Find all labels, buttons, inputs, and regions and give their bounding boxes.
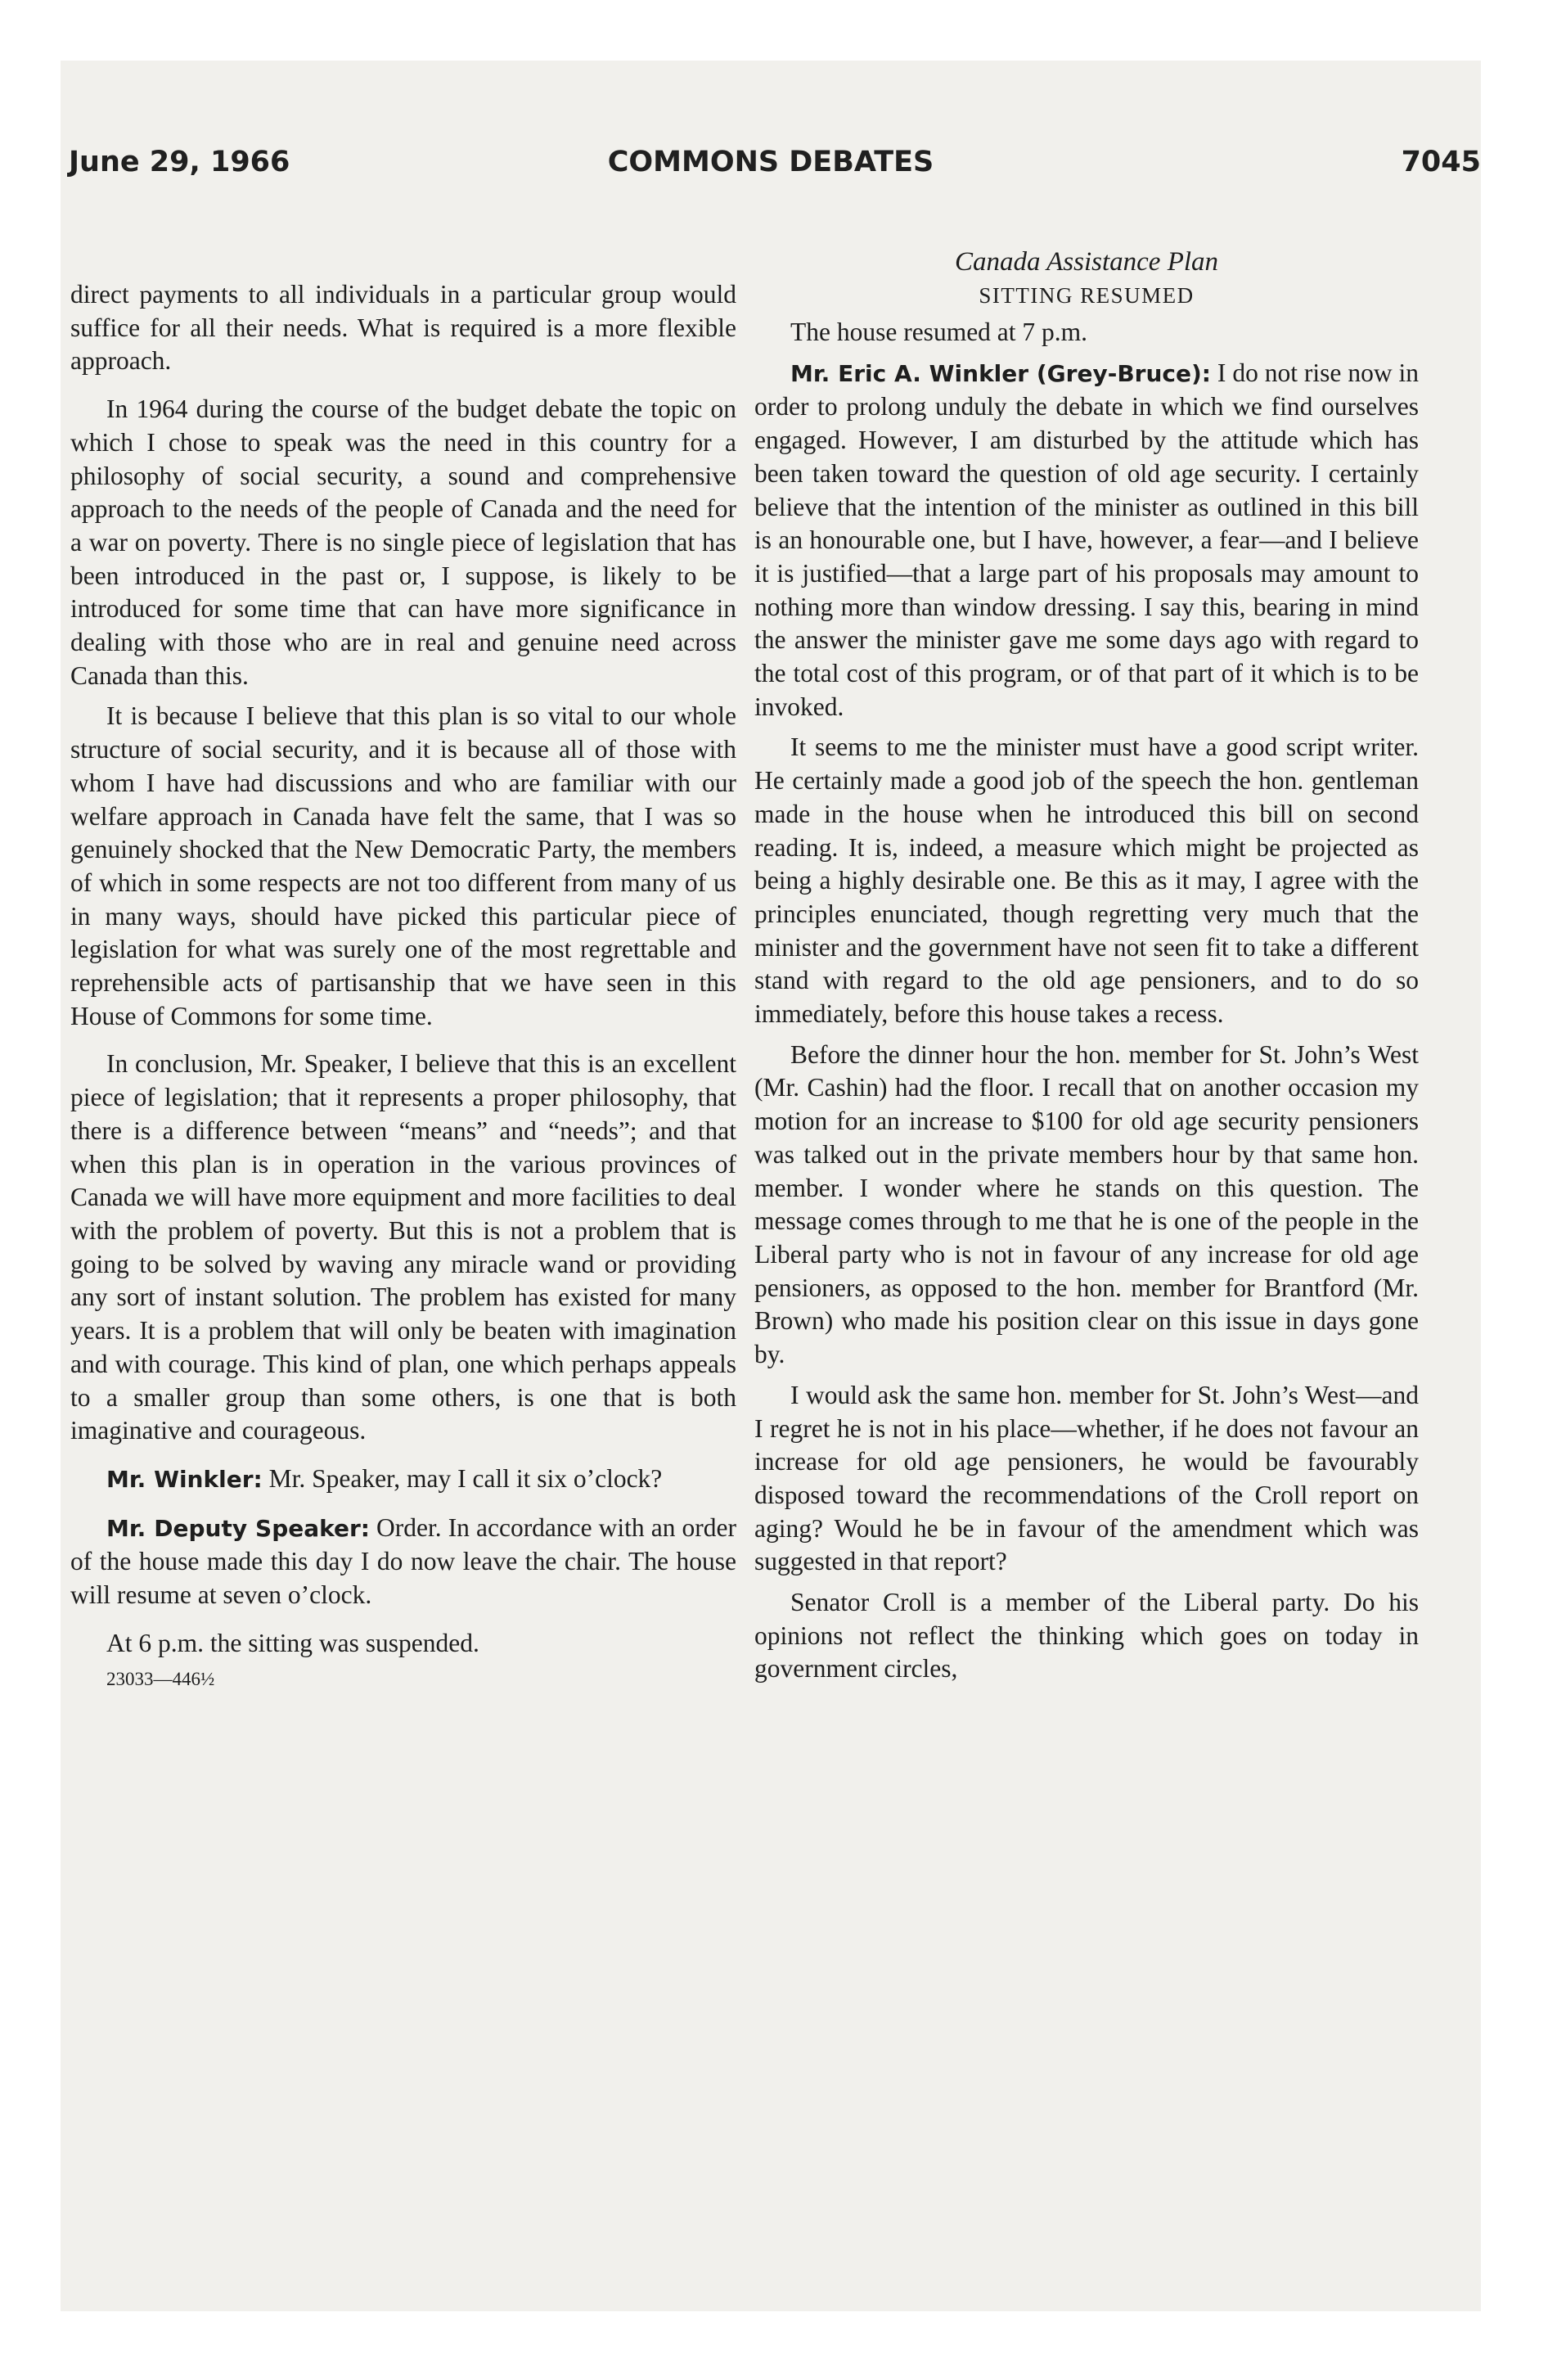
paragraph: At 6 p.m. the sitting was suspended. bbox=[106, 1628, 479, 1657]
left-column bbox=[70, 278, 736, 1699]
paragraph bbox=[754, 357, 1419, 724]
section-subtitle: SITTING RESUMED bbox=[979, 283, 1195, 308]
paragraph: In conclusion, Mr. Speaker, I believe that this is an excellent piece of legislation; that it represents a proper philosophy, that there is a difference between “means” and “needs”; and that when this plan is in operation in the various provinces of Canada we will have more equipment and more facilities to deal with the problem of poverty. But this is not a problem that is going to be solved by waving any miracle wand or providing any sort of instant solution. The problem has existed for many years. It is a problem that will only be beaten with imagination and with courage. This kind of plan, one which perhaps appeals to a smaller group than some others, is one that is both imaginative and courageous. bbox=[70, 1049, 736, 1445]
footnote: 23033—446½ bbox=[106, 1669, 215, 1690]
speaker-name: Mr. Winkler: bbox=[106, 1465, 263, 1493]
paragraph: Senator Croll is a member of the Liberal party. Do his opinions not reflect the thinking which goes on today in government circles, bbox=[754, 1588, 1419, 1684]
header-date: June 29, 1966 bbox=[69, 146, 290, 178]
page-header bbox=[61, 146, 1481, 195]
paragraph bbox=[70, 1463, 736, 1497]
paragraph: I would ask the same hon. member for St. John’s West—and I regret he is not in his place—whether, if he does not favour an increase for old age pensioners, he would be favourably disposed toward the recommendations of the Croll report on aging? Would he be in favour of the amendment which was suggested in that report? bbox=[754, 1380, 1419, 1576]
speaker-name: Mr. Eric A. Winkler (Grey-Bruce): bbox=[790, 359, 1211, 387]
right-column bbox=[754, 244, 1419, 1693]
paragraph: It seems to me the minister must have a good script writer. He certainly made a good job of the speech the hon. gentleman made in the house when he introduced this bill on second reading. It is, indeed, a measure which might be projected as being a highly desirable one. Be this as it may, I agree with the principles enunciated, though regretting very much that the minister and the government have not seen fit to take a different stand with regard to the old age pensioners, and to do so immediately, before this house takes a recess. bbox=[754, 732, 1419, 1029]
paragraph: direct payments to all individuals in a particular group would suffice for all their needs. What is required is a more flexible approach. bbox=[70, 280, 736, 376]
section-title: Canada Assistance Plan bbox=[954, 247, 1219, 277]
speaker-name: Mr. Deputy Speaker: bbox=[106, 1514, 370, 1542]
paragraph bbox=[70, 1512, 736, 1612]
paragraph: In 1964 during the course of the budget debate the topic on which I chose to speak was the need in this country for a philosophy of social security, a sound and comprehensive approach to the needs of the people of Canada and the need for a war on poverty. There is no single piece of legislation that has been introduced in the past or, I suppose, is likely to be introduced for some time that can have more significance in dealing with those who are in real and genuine need across Canada than this. bbox=[70, 394, 736, 690]
paragraph: It is because I believe that this plan is so vital to our whole structure of social security, and it is because all of those with whom I have had discussions and who are familiar with our welfare approach in Canada have felt the same, that I was so genuinely shocked that the New Democratic Party, the members of which in some respects are not too different from many of us in many ways, should have picked this particular piece of legislation for what was surely one of the most regrettable and reprehensible acts of partisanship that we have seen in this House of Commons for some time. bbox=[70, 701, 736, 1030]
header-title: COMMONS DEBATES bbox=[607, 146, 934, 178]
paragraph: The house resumed at 7 p.m. bbox=[790, 318, 1088, 346]
page-number: 7045 bbox=[1401, 146, 1481, 178]
paragraph: Before the dinner hour the hon. member for St. John’s West (Mr. Cashin) had the floor. I recall that on another occasion my motion for an increase to $100 for old age security pensioners was talked out in the private members hour by that same hon. member. I wonder where he stands on this question. The message comes through to me that he is one of the people in the Liberal party who is not in favour of any increase for old age pensioners, as opposed to the hon. member for Brantford (Mr. Brown) who made his position clear on this issue in days gone by. bbox=[754, 1039, 1419, 1369]
speech-text: Mr. Speaker, may I call it six o’clock? bbox=[262, 1463, 663, 1493]
speech-text: I do not rise now in order to prolong unduly the debate in which we find ourselves engaged. However, I am disturbed by the attitude which has been taken toward the question of old age security. I certainly believe that the intention of the minister as outlined in this bill is an honourable one, but I have, however, a fear—and I believe it is justified—that a large part of his proposals may amount to nothing more than window dressing. I say this, bearing in mind the answer the minister gave me some days ago with regard to the total cost of this program, or of that part of it which is to be invoked. bbox=[754, 358, 1419, 721]
speech-text: Order. In accordance with an order of the house made this day I do now leave the chair. The house will resume at seven o’clock. bbox=[70, 1512, 736, 1610]
